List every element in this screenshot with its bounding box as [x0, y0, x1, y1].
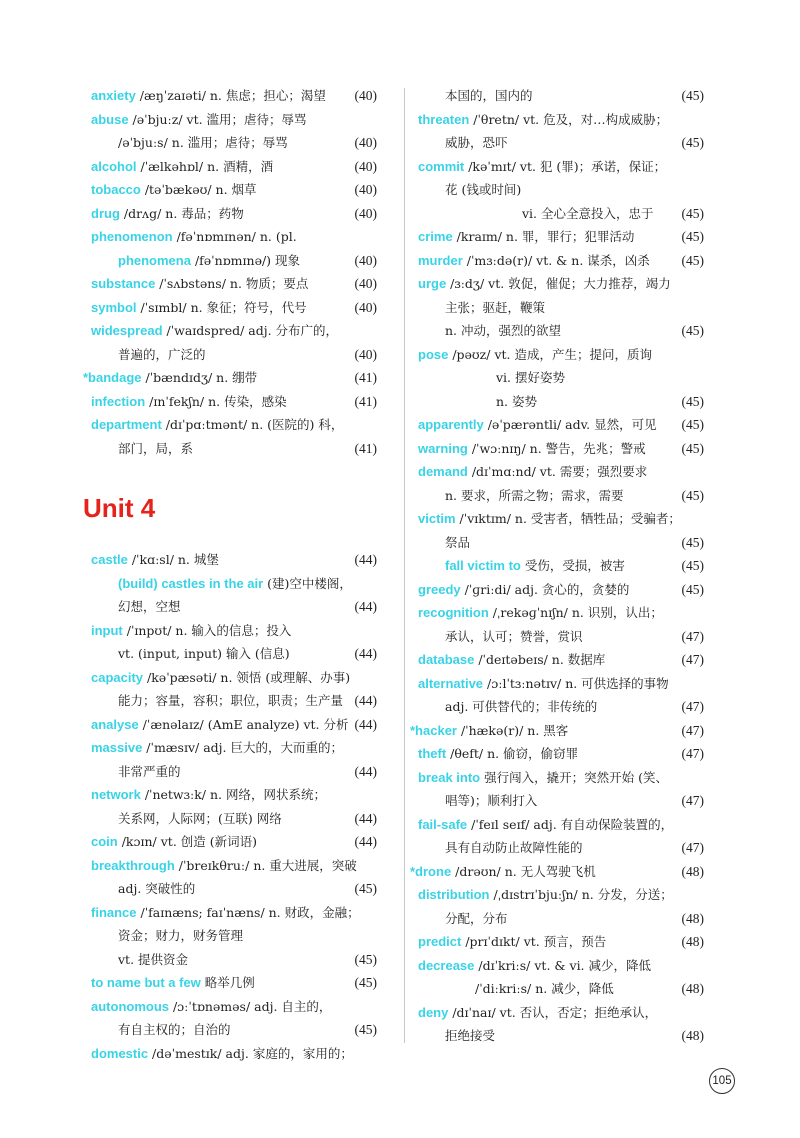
definition: /ˈdiːkriːs/ n. 减少，降低 [475, 981, 614, 996]
definition: 分配，分布 [445, 910, 508, 926]
headword: (build) castles in the air [118, 575, 264, 591]
definition: /ˈbændɪdʒ/ n. 绷带 [141, 370, 258, 385]
page-ref: (40) [354, 158, 377, 174]
definition: /dɪˈpɑːtmənt/ n. (医院的) 科， [161, 417, 344, 432]
vocab-line [418, 883, 704, 907]
page-ref: (45) [681, 417, 704, 432]
definition: 普遍的，广泛的 [118, 346, 206, 362]
definition: vi. 摆好姿势 [496, 370, 566, 385]
definition: 关系网，人际网；(互联) 网络 [118, 810, 282, 826]
page-ref: (48) [681, 863, 704, 879]
vocab-line [91, 131, 377, 155]
headword: urge [418, 276, 447, 291]
headword: distribution [418, 887, 490, 902]
page-ref: (40) [354, 346, 377, 362]
headword: coin [91, 834, 118, 849]
page-number: 105 [709, 1068, 735, 1094]
vocab-line [418, 789, 704, 813]
definition: 花 (钱或时间) [445, 182, 522, 197]
definition: /ˈhækə(r)/ n. 黑客 [456, 722, 569, 738]
vocab-line [418, 155, 704, 179]
page-ref: (45) [681, 323, 704, 338]
vocab-line [418, 272, 704, 296]
headword: *bandage [83, 370, 142, 385]
page-ref: (40) [354, 252, 377, 268]
headword: commit [418, 158, 465, 174]
vocab-line [418, 554, 704, 578]
page-ref: (45) [354, 1022, 377, 1037]
headword: victim [418, 511, 456, 526]
headword: apparently [418, 417, 484, 432]
headword: alternative [418, 675, 484, 691]
vocab-line [418, 343, 704, 367]
definition: /əˈbjuːs/ n. 滥用；虐待；辱骂 [118, 135, 288, 150]
page-ref: (48) [681, 910, 704, 926]
definition: 祭品 [445, 534, 471, 550]
definition: /ˈɪnpʊt/ n. 输入的信息；投入 [122, 622, 292, 638]
vocab-line [91, 595, 377, 619]
vocab-line [91, 272, 377, 296]
headword: phenomenon [91, 229, 173, 244]
vocab-line [91, 689, 377, 713]
definition: /fəˈnɒmɪnən/ n. (pl. [172, 229, 297, 244]
page-ref: (47) [681, 699, 704, 714]
headword: input [91, 622, 123, 638]
headword: abuse [91, 111, 129, 127]
headword: phenomena [118, 252, 191, 268]
page-ref: (47) [681, 746, 704, 761]
definition: /ˈwaɪdspred/ adj. 分布广的， [162, 323, 339, 338]
definition: /kəˈmɪt/ vt. 犯 (罪)；承诺，保证； [464, 158, 667, 174]
vocab-line [418, 437, 704, 461]
page-ref: (45) [681, 252, 704, 268]
headword: infection [91, 393, 146, 409]
vocab-line [418, 1001, 704, 1025]
page-ref: (41) [354, 440, 377, 456]
vocab-line [83, 366, 377, 390]
vocab-line [418, 625, 704, 649]
page-ref: (48) [681, 934, 704, 949]
definition: /ˈwɔːnɪŋ/ n. 警告，先兆；警戒 [467, 440, 646, 456]
definition: 能力；容量，容积；职位，职责；生产量 [118, 693, 344, 708]
headword: threaten [418, 111, 470, 127]
headword: symbol [91, 299, 137, 315]
vocab-line [91, 971, 377, 995]
vocab-line [91, 319, 377, 343]
page-ref: (44) [354, 834, 377, 849]
page-ref: (45) [354, 975, 377, 990]
definition: 威胁，恐吓 [445, 135, 508, 150]
page-ref: (40) [354, 88, 377, 103]
definition: /pəʊz/ vt. 造成，产生；提问，质询 [448, 346, 652, 362]
vocab-line [418, 249, 704, 273]
headword: *hacker [410, 722, 457, 738]
definition: 幻想，空想 [118, 599, 181, 614]
definition: /ˈvɪktɪm/ n. 受害者，牺牲品；受骗者； [455, 511, 681, 526]
headword: network [91, 787, 141, 802]
vocab-line [91, 413, 377, 437]
page-ref: (45) [681, 229, 704, 244]
page-ref: (41) [354, 370, 377, 385]
definition: /drʌg/ n. 毒品；药物 [119, 205, 244, 221]
page-ref: (45) [681, 487, 704, 503]
definition: adj. 可供替代的；非传统的 [445, 699, 598, 714]
right-column [410, 84, 704, 1048]
vocab-line [418, 202, 704, 226]
definition: /ˈkɑːsl/ n. 城堡 [127, 552, 219, 567]
definition: /ɔːlˈtɜːnətɪv/ n. 可供选择的事物 [483, 675, 669, 691]
definition: 主张；驱赶，鞭策 [445, 299, 546, 315]
definition: 资金；财力，财务管理 [118, 928, 244, 943]
headword: fall victim to [445, 558, 521, 573]
definition: /kɔɪn/ vt. 创造 (新词语) [117, 834, 257, 849]
vocab-line [91, 713, 377, 737]
definition: vt. (input, input) 输入 (信息) [118, 646, 290, 661]
definition: /kraɪm/ n. 罪，罪行；犯罪活动 [452, 229, 635, 244]
page-ref: (47) [681, 722, 704, 738]
page-ref: (44) [354, 810, 377, 826]
page-ref: (40) [354, 276, 377, 291]
definition: /ˈbreɪkθruː/ n. 重大进展，突破 [174, 857, 357, 873]
definition: vi. 全心全意投入，忠于 [522, 205, 654, 221]
vocab-line [91, 108, 377, 132]
headword: castle [91, 552, 128, 567]
vocab-line [91, 736, 377, 760]
definition: /ˈnetwɜːk/ n. 网络，网状系统； [140, 787, 326, 802]
definition: /ˈmɜːdə(r)/ vt. & n. 谋杀，凶杀 [462, 252, 650, 268]
vocab-line [91, 642, 377, 666]
vocab-line [418, 648, 704, 672]
definition: n. 要求，所需之物；需求，需要 [445, 487, 624, 503]
headword: pose [418, 346, 449, 362]
definition: /ˈdeɪtəbeɪs/ n. 数据库 [474, 652, 606, 667]
vocab-line [418, 954, 704, 978]
page-ref: (45) [681, 581, 704, 597]
definition: 受伤，受损，被害 [520, 558, 625, 573]
definition: /æŋˈzaɪəti/ n. 焦虑；担心；渴望 [135, 88, 326, 103]
vocab-line [418, 601, 704, 625]
page-ref: (45) [681, 440, 704, 456]
vocab-line [91, 830, 377, 854]
headword: murder [418, 252, 463, 268]
vocab-line [91, 995, 377, 1019]
definition: adj. 突破性的 [118, 881, 196, 896]
vocab-line [91, 783, 377, 807]
headword: database [418, 652, 475, 667]
headword: to name but a few [91, 975, 201, 990]
definition: /ˈθretn/ vt. 危及，对…构成威胁； [469, 111, 669, 127]
vocab-line [418, 108, 704, 132]
definition: n. 冲动，强烈的欲望 [445, 323, 561, 338]
page-ref: (47) [681, 628, 704, 644]
vocab-line [418, 1024, 704, 1048]
definition: vt. 提供资金 [118, 951, 189, 967]
headword: tobacco [91, 182, 141, 197]
vocab-line [91, 948, 377, 972]
definition: 本国的，国内的 [445, 88, 533, 103]
definition: 拒绝接受 [445, 1028, 496, 1043]
definition: /ˌdɪstrɪˈbjuːʃn/ n. 分发，分送； [489, 887, 673, 902]
headword: deny [418, 1004, 449, 1020]
definition: 略举几例 [200, 975, 255, 990]
page-ref: (44) [354, 763, 377, 779]
vocab-line [91, 854, 377, 878]
vocab-line [91, 155, 377, 179]
headword: warning [418, 440, 468, 456]
vocab-line [418, 907, 704, 931]
definition: 唱等)；顺利打入 [445, 793, 538, 808]
definition: /dɪˈmɑːnd/ vt. 需要；强烈要求 [467, 464, 648, 479]
page-ref: (45) [681, 135, 704, 150]
headword: drug [91, 205, 120, 221]
headword: predict [418, 934, 462, 949]
vocab-line [91, 807, 377, 831]
vocab-line [91, 572, 377, 596]
headword: theft [418, 746, 447, 761]
page-ref: (40) [354, 182, 377, 197]
page-ref: (47) [681, 793, 704, 808]
vocab-line [418, 366, 704, 390]
definition: 强行闯入，撬开；突然开始 (笑、 [480, 769, 668, 785]
definition: /ɔːˈtɒnəməs/ adj. 自主的， [169, 998, 332, 1014]
headword: widespread [91, 323, 163, 338]
definition: /ˈsɪmbl/ n. 象征；符号，代号 [136, 299, 307, 315]
definition: 具有自动防止故障性能的 [445, 840, 583, 855]
definition: (建)空中楼阁， [263, 575, 352, 591]
definition: 承认，认可；赞誉，赏识 [445, 628, 583, 644]
vocab-line [418, 578, 704, 602]
headword: greedy [418, 581, 461, 597]
headword: department [91, 417, 162, 432]
vocab-line [91, 437, 377, 461]
page-ref: (47) [681, 652, 704, 667]
left-column [83, 84, 377, 1065]
vocab-line [91, 1042, 377, 1066]
page-ref: (44) [354, 646, 377, 661]
vocab-line [418, 672, 704, 696]
vocab-line [91, 178, 377, 202]
headword: capacity [91, 669, 144, 685]
definition: /kəˈpæsəti/ n. 领悟 (或理解、办事) [143, 669, 351, 685]
page-ref: (44) [354, 552, 377, 567]
vocab-line [91, 202, 377, 226]
page-ref: (45) [681, 88, 704, 103]
page-ref: (45) [354, 881, 377, 896]
vocab-line [91, 901, 377, 925]
headword: fail-safe [418, 816, 468, 832]
page-ref: (48) [681, 1028, 704, 1043]
page-ref: (40) [354, 205, 377, 221]
headword: demand [418, 464, 468, 479]
definition: /ˈsʌbstəns/ n. 物质；要点 [155, 276, 309, 291]
definition: /ˈælkəhɒl/ n. 酒精，酒 [136, 158, 274, 174]
definition: 非常严重的 [118, 763, 181, 779]
definition: /ˈfeɪl seɪf/ adj. 有自动保险装置的， [467, 816, 674, 832]
headword: recognition [418, 605, 489, 620]
headword: breakthrough [91, 857, 175, 873]
page-ref: (45) [681, 205, 704, 221]
vocab-line [91, 924, 377, 948]
definition: /ˈænəlaɪz/ (AmE analyze) vt. 分析 [138, 716, 349, 732]
page-ref: (44) [354, 716, 377, 732]
definition: /ˌrekəɡˈnɪʃn/ n. 识别，认出； [488, 605, 663, 620]
headword: anxiety [91, 88, 136, 103]
vocab-line [418, 930, 704, 954]
vocab-line [410, 860, 704, 884]
definition: /prɪˈdɪkt/ vt. 预言，预告 [461, 934, 607, 949]
vocab-line [91, 760, 377, 784]
page-ref: (45) [681, 393, 704, 409]
definition: /θeft/ n. 偷窃，偷窃罪 [446, 746, 579, 761]
definition: /ɪnˈfekʃn/ n. 传染，感染 [145, 393, 287, 409]
definition: /təˈbækəʊ/ n. 烟草 [140, 182, 257, 197]
headword: autonomous [91, 998, 169, 1014]
vocab-line [91, 225, 377, 249]
definition: /dɪˈkriːs/ vt. & vi. 减少，降低 [474, 957, 652, 973]
page-ref: (41) [354, 393, 377, 409]
definition: /dəˈmestɪk/ adj. 家庭的，家用的； [148, 1045, 353, 1061]
unit-heading: Unit 4 [83, 493, 156, 523]
vocab-line [91, 877, 377, 901]
definition: 有自主权的；自治的 [118, 1022, 231, 1037]
headword: crime [418, 229, 453, 244]
page-ref: (40) [354, 299, 377, 315]
vocab-line [418, 296, 704, 320]
vocab-line [410, 719, 704, 743]
vocab-line [91, 390, 377, 414]
definition: /dɪˈnaɪ/ vt. 否认，否定；拒绝承认， [448, 1004, 658, 1020]
column-divider [404, 88, 405, 1043]
definition: /əˈbjuːz/ vt. 滥用；虐待；辱骂 [128, 111, 307, 127]
vocab-line [418, 319, 704, 343]
vocab-line [418, 977, 704, 1001]
vocab-line [418, 695, 704, 719]
vocab-line [418, 742, 704, 766]
headword: domestic [91, 1045, 149, 1061]
page-ref: (40) [354, 135, 377, 150]
vocab-line [418, 836, 704, 860]
page-ref: (45) [681, 558, 704, 573]
vocab-line [418, 766, 704, 790]
definition: /ɜːdʒ/ vt. 敦促，催促；大力推荐，竭力 [446, 276, 671, 291]
vocab-line [91, 548, 377, 572]
page-ref: (44) [354, 693, 377, 708]
headword: decrease [418, 957, 475, 973]
vocab-line [91, 343, 377, 367]
vocab-line [418, 813, 704, 837]
definition: /ˈɡriːdi/ adj. 贪心的，贪婪的 [460, 581, 630, 597]
definition: /əˈpærəntli/ adv. 显然，可见 [483, 417, 657, 432]
vocab-line [91, 84, 377, 108]
headword: *drone [410, 863, 452, 879]
page-ref: (47) [681, 840, 704, 855]
vocab-line [418, 531, 704, 555]
vocab-line [91, 666, 377, 690]
headword: analyse [91, 716, 139, 732]
vocab-line [418, 413, 704, 437]
vocab-line [418, 507, 704, 531]
page-ref: (44) [354, 599, 377, 614]
vocab-line [91, 296, 377, 320]
headword: finance [91, 904, 137, 920]
definition: /drəʊn/ n. 无人驾驶飞机 [451, 863, 596, 879]
vocab-line [418, 460, 704, 484]
definition: /fəˈnɒmɪnə/) 现象 [190, 252, 301, 268]
vocab-line [418, 484, 704, 508]
vocab-line [418, 225, 704, 249]
page-ref: (45) [681, 534, 704, 550]
definition: 部门，局，系 [118, 440, 194, 456]
headword: alcohol [91, 158, 137, 174]
definition: /ˈmæsɪv/ adj. 巨大的，大而重的； [142, 740, 343, 755]
vocab-line [91, 249, 377, 273]
vocab-line [91, 1018, 377, 1042]
page-ref: (48) [681, 981, 704, 996]
headword: substance [91, 276, 156, 291]
vocab-line [418, 84, 704, 108]
vocab-line [418, 131, 704, 155]
page-ref: (45) [354, 951, 377, 967]
vocab-line [91, 619, 377, 643]
definition: /ˈfaɪnæns; faɪˈnæns/ n. 财政，金融； [136, 904, 360, 920]
definition: n. 姿势 [496, 393, 537, 409]
vocab-line [418, 390, 704, 414]
headword: break into [418, 769, 481, 785]
headword: massive [91, 740, 143, 755]
vocab-line [418, 178, 704, 202]
